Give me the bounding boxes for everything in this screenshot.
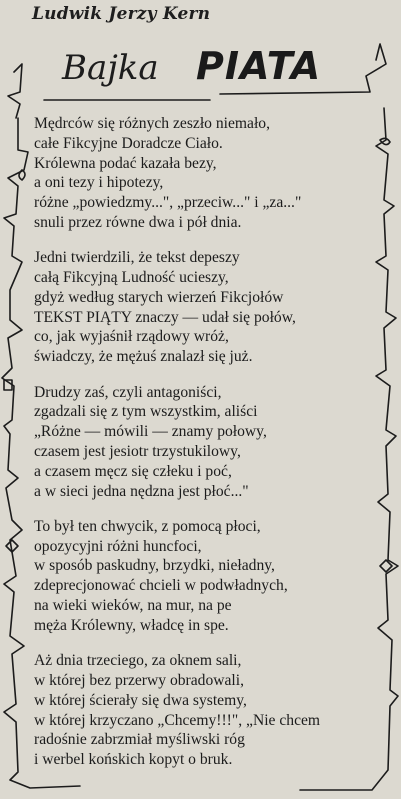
poem-line: zdeprecjonować chcieli w podwładnych,	[34, 577, 288, 595]
poem-line: całe Fikcyjne Doradcze Ciało.	[34, 134, 223, 152]
poem-line: Jedni twierdzili, że tekst depeszy	[34, 249, 240, 267]
title-script-word: Bajka	[62, 48, 159, 88]
poem-line: „Różne — mówili — znamy połowy,	[34, 423, 267, 441]
poem-line: gdyż według starych wierzeń Fikcjołów	[34, 288, 284, 306]
poem-line: Królewna podać kazała bezy,	[34, 154, 217, 172]
poem-line: a czasem męcz się człeku i poć,	[34, 462, 232, 480]
poem-line: męża Królewny, władcę in spe.	[34, 616, 229, 634]
left-ornament-3	[6, 540, 18, 552]
poem-line: snuli przez równe dwa i pół dnia.	[34, 213, 242, 231]
poem-line: TEKST PIĄTY znaczy — udał się połów,	[34, 308, 296, 326]
left-ornament-2	[4, 380, 12, 390]
poem-line: co, jak wyjaśnił rządowy wróż,	[34, 328, 229, 346]
poem-line: Drudzy zaś, czyli antagoniści,	[34, 383, 222, 401]
author-name: Ludwik Jerzy Kern	[32, 4, 211, 24]
poem-line: w której krzyczano „Chcemy!!!", „Nie chcem	[34, 711, 321, 729]
poem-line: na wieki wieków, na mur, na pe	[34, 597, 232, 615]
poem-line: czasem jest jesiotr trzystukilowy,	[34, 442, 241, 460]
title-caps-word: PIATA	[196, 44, 322, 88]
stanza	[34, 651, 398, 770]
stanza	[34, 114, 398, 233]
poem-line: całą Fikcyjną Ludność ucieszy,	[34, 269, 229, 287]
poem-line: i werbel końskich kopyt o bruk.	[34, 751, 233, 769]
stanza	[34, 248, 398, 367]
poem-line: Aż dnia trzeciego, za oknem sali,	[34, 652, 242, 670]
left-ornament-1	[19, 170, 25, 180]
stanza	[34, 517, 398, 636]
poem-line: a w sieci jedna nędzna jest płoć..."	[34, 482, 249, 500]
poem-line: opozycyjni różni huncfoci,	[34, 537, 202, 555]
poem-body	[34, 114, 398, 785]
poem-line: zgadzali się z tym wszystkim, aliści	[34, 403, 258, 421]
poem-line: w której bez przerwy obradowali,	[34, 671, 244, 689]
stanza	[34, 383, 398, 502]
poem-line: To był ten chwycik, z pomocą płoci,	[34, 517, 261, 535]
poem-line: świadczy, że mężuś znalazł się już.	[34, 348, 253, 366]
poem-line: a oni tezy i hipotezy,	[34, 174, 164, 192]
poem-line: w której ścierały się dwa systemy,	[34, 691, 247, 709]
poem-line: radośnie zabrzmiał myśliwski róg	[34, 731, 245, 749]
poem-line: Mędrców się różnych zeszło niemało,	[34, 115, 270, 132]
poem-line: różne „powiedzmy...", „przeciw..." i „za..."	[34, 194, 302, 212]
poem-line: w sposób paskudny, brzydki, nieładny,	[34, 557, 275, 575]
